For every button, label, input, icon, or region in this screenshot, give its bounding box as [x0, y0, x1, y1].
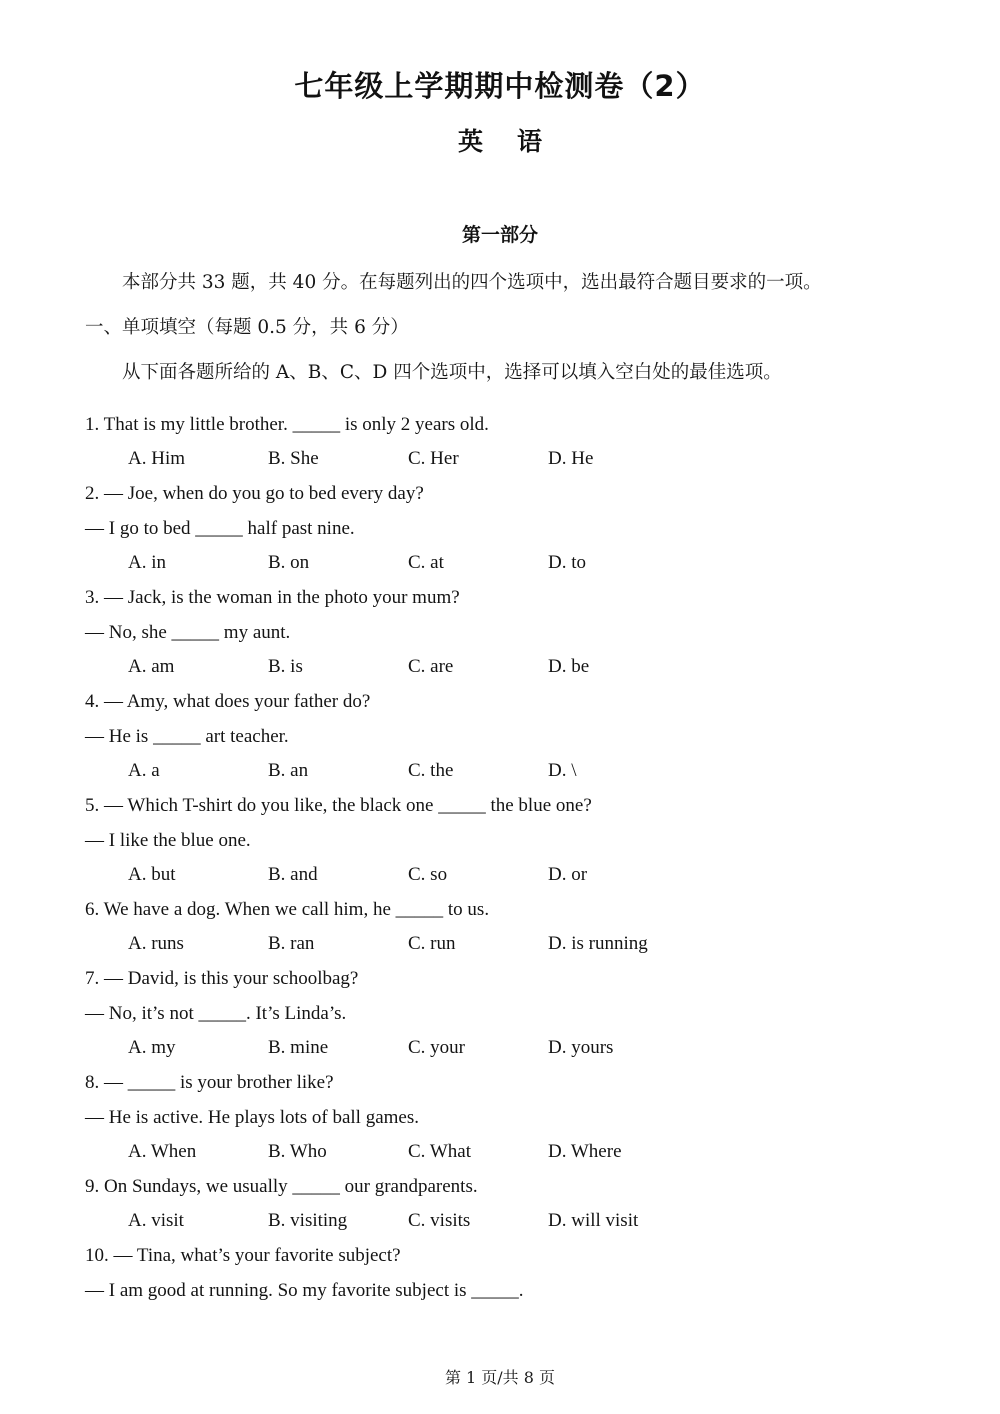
option-choice[interactable]: D. \ [548, 760, 577, 782]
subject-char-right: 语 [517, 127, 543, 157]
question-stem: 5. — Which T-shirt do you like, the black one _____ the blue one? [85, 795, 592, 817]
option-row [85, 1196, 915, 1230]
question-item [85, 884, 915, 953]
option-choice[interactable]: A. but [128, 864, 176, 886]
option-choice[interactable]: C. so [408, 864, 448, 886]
subject-char-left: 英 [457, 127, 483, 157]
option-row [85, 1127, 915, 1161]
option-row [85, 919, 915, 953]
option-choice[interactable]: C. are [408, 656, 454, 678]
option-choice[interactable]: D. He [548, 448, 594, 470]
option-row [85, 538, 915, 572]
part-heading: 第一部分 [461, 224, 538, 247]
option-choice[interactable]: B. visiting [268, 1210, 348, 1232]
option-choice[interactable]: D. to [548, 552, 586, 574]
option-choice[interactable]: B. and [268, 864, 318, 886]
question-reply-line: — I like the blue one. [85, 830, 251, 852]
option-row [85, 642, 915, 676]
option-choice[interactable]: C. visits [408, 1210, 471, 1232]
question-item [85, 780, 915, 884]
question-item [85, 1057, 915, 1161]
option-choice[interactable]: C. run [408, 933, 456, 955]
option-row [85, 1023, 915, 1057]
option-choice[interactable]: D. yours [548, 1037, 614, 1059]
option-choice[interactable]: A. visit [128, 1210, 184, 1232]
question-reply-line: — He is _____ art teacher. [85, 726, 289, 748]
question-stem: 1. That is my little brother. _____ is only 2 years old. [85, 414, 489, 436]
option-choice[interactable]: D. Where [548, 1141, 622, 1163]
option-choice[interactable]: B. She [268, 448, 319, 470]
question-stem: 7. — David, is this your schoolbag? [85, 968, 359, 990]
question-reply-line: — I go to bed _____ half past nine. [85, 518, 355, 540]
option-choice[interactable]: D. be [548, 656, 590, 678]
question-item [85, 1230, 915, 1300]
option-choice[interactable]: B. on [268, 552, 310, 574]
question-stem: 3. — Jack, is the woman in the photo your mum? [85, 587, 460, 609]
question-stem: 2. — Joe, when do you go to bed every day? [85, 483, 424, 505]
option-choice[interactable]: C. your [408, 1037, 465, 1059]
option-choice[interactable]: A. in [128, 552, 166, 574]
question-item [85, 1161, 915, 1230]
question-reply-line: — No, it’s not _____. It’s Linda’s. [85, 1003, 347, 1025]
page-footer: 第 1 页/共 8 页 [444, 1368, 556, 1387]
option-choice[interactable]: D. or [548, 864, 588, 886]
question-stem: 9. On Sundays, we usually _____ our grandparents. [85, 1176, 478, 1198]
question-list [85, 387, 915, 1300]
question-item [85, 399, 915, 468]
option-row [85, 746, 915, 780]
question-reply-line: — I am good at running. So my favorite subject is _____. [85, 1280, 524, 1302]
question-item [85, 468, 915, 572]
option-choice[interactable]: B. ran [268, 933, 315, 955]
section-label: 一、单项填空（每题 0.5 分，共 6 分） [85, 316, 409, 338]
page-title: 七年级上学期期中检测卷（2） [294, 69, 706, 103]
option-choice[interactable]: D. will visit [548, 1210, 639, 1232]
option-choice[interactable]: A. Him [128, 448, 185, 470]
option-choice[interactable]: C. What [408, 1141, 471, 1163]
option-choice[interactable]: A. When [128, 1141, 197, 1163]
option-choice[interactable]: A. am [128, 656, 175, 678]
question-stem: 6. We have a dog. When we call him, he _____ to us. [85, 899, 490, 921]
option-choice[interactable]: C. Her [408, 448, 459, 470]
option-choice[interactable]: B. mine [268, 1037, 329, 1059]
option-choice[interactable]: C. the [408, 760, 454, 782]
option-choice[interactable]: A. runs [128, 933, 184, 955]
option-choice[interactable]: B. an [268, 760, 309, 782]
option-row [85, 434, 915, 468]
sub-instruction: 从下面各题所给的 A、B、C、D 四个选项中，选择可以填入空白处的最佳选项。 [122, 361, 782, 383]
part-description: 本部分共 33 题，共 40 分。在每题列出的四个选项中，选出最符合题目要求的一项。 [122, 272, 822, 294]
question-item [85, 953, 915, 1057]
question-stem: 8. — _____ is your brother like? [85, 1072, 334, 1094]
option-choice[interactable]: B. is [268, 656, 303, 678]
question-reply-line: — No, she _____ my aunt. [85, 622, 291, 644]
option-choice[interactable]: B. Who [268, 1141, 327, 1163]
question-stem: 10. — Tina, what’s your favorite subject? [85, 1245, 401, 1267]
question-item [85, 572, 915, 676]
question-item [85, 676, 915, 780]
option-choice[interactable]: A. a [128, 760, 160, 782]
question-reply-line: — He is active. He plays lots of ball games. [85, 1107, 420, 1129]
subject-heading [85, 104, 915, 158]
option-choice[interactable]: C. at [408, 552, 444, 574]
option-row [85, 850, 915, 884]
option-choice[interactable]: D. is running [548, 933, 648, 955]
question-stem: 4. — Amy, what does your father do? [85, 691, 371, 713]
option-choice[interactable]: A. my [128, 1037, 176, 1059]
